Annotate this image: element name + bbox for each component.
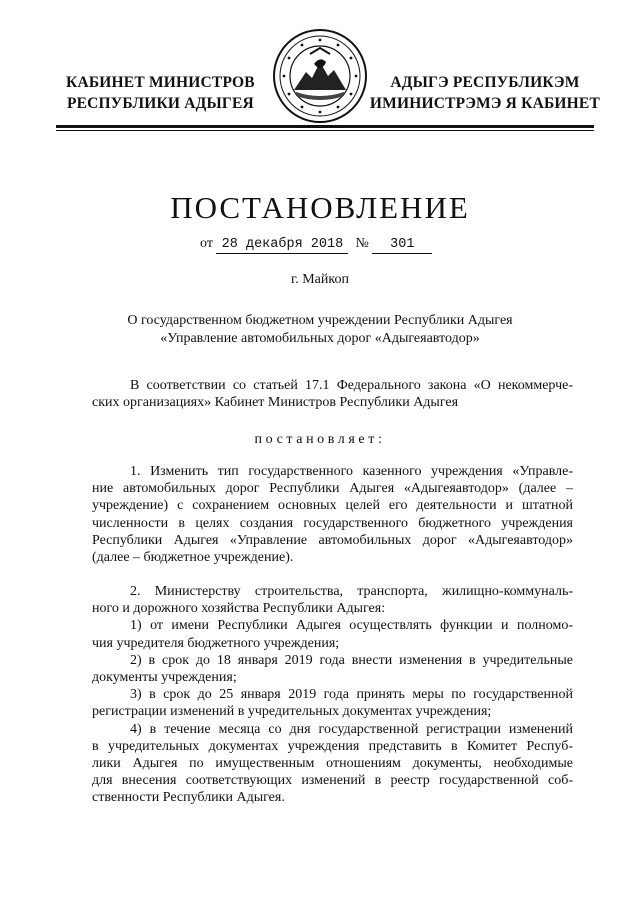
text-line: 2) в срок до 18 января 2019 года внести изменения в учредительные xyxy=(130,652,573,668)
text-line: документы учреждения; xyxy=(92,670,237,686)
header-left-line1: КАБИНЕТ МИНИСТРОВ xyxy=(66,74,255,91)
text-line: численности в целях создания государственного бюджетного учреждения xyxy=(92,515,573,531)
header-rule-thin xyxy=(56,130,594,131)
text-line: в учредительных документах учреждения представить в Комитет Респуб- xyxy=(92,738,573,754)
preamble xyxy=(92,377,573,411)
header-right-ady xyxy=(370,72,600,114)
text-line: ного и дорожного хозяйства Республики Адыгея: xyxy=(92,601,386,617)
date-number-line xyxy=(200,236,432,254)
coat-of-arms-icon xyxy=(272,28,368,124)
text-line: учреждение) с сохранением основных целей его деятельности и штатной xyxy=(92,498,573,514)
text-line: для внесения соответствующих изменений в реестр государственной соб- xyxy=(92,773,573,789)
text-line: 2. Министерству строительства, транспорта, жилищно-коммуналь- xyxy=(130,584,573,599)
number-label: № xyxy=(355,236,369,251)
header-left-ru xyxy=(66,72,255,114)
document-title: ПОСТАНОВЛЕНИЕ xyxy=(170,190,470,225)
text-line: 1. Изменить тип государственного казенного учреждения «Управле- xyxy=(130,464,573,479)
from-label: от xyxy=(200,236,213,251)
document-subject xyxy=(0,312,640,348)
subject-line: О государственном бюджетном учреждении Республики Адыгея xyxy=(127,313,513,328)
text-line: регистрации изменений в учредительных документах учреждения; xyxy=(92,704,492,720)
subject-line: «Управление автомобильных дорог «Адыгеяавтодор» xyxy=(160,331,480,346)
text-line: (далее – бюджетное учреждение). xyxy=(92,550,294,566)
document-date: 28 декабря 2018 xyxy=(216,237,348,254)
item-1 xyxy=(92,463,573,566)
text-line: ние автомобильных дорог Республики Адыгея «Адыгеяавтодор» (далее – xyxy=(92,481,573,497)
place-of-issue: г. Майкоп xyxy=(291,272,349,287)
text-line: чия учредителя бюджетного учреждения; xyxy=(92,635,340,651)
header-rule-thick xyxy=(56,125,594,128)
header-left-line2: РЕСПУБЛИКИ АДЫГЕЯ xyxy=(66,95,254,112)
header-right-line2: ИМИНИСТРЭМЭ Я КАБИНЕТ xyxy=(369,95,600,112)
document-number: 301 xyxy=(372,237,432,254)
item-2 xyxy=(92,583,573,807)
text-line: 1) от имени Республики Адыгея осуществлять функции и полномо- xyxy=(130,618,573,634)
text-line: Республики Адыгея «Управление автомобильных дорог «Адыгеяавтодор» xyxy=(92,532,573,548)
text-line: лики Адыгея по имущественным отношениям документы, необходимые xyxy=(92,756,573,772)
text-line: ских организациях» Кабинет Министров Республики Адыгея xyxy=(92,395,459,411)
decree-word: постановляет: xyxy=(254,432,386,447)
text-line: ственности Республики Адыгея. xyxy=(92,790,285,806)
text-line: В соответствии со статьей 17.1 Федерального закона «О некоммерче- xyxy=(130,378,573,393)
text-line: 4) в течение месяца со дня государственной регистрации изменений xyxy=(130,721,573,737)
text-line: 3) в срок до 25 января 2019 года принять меры по государственной xyxy=(130,687,573,703)
header-right-line1: АДЫГЭ РЕСПУБЛИКЭМ xyxy=(390,74,580,91)
